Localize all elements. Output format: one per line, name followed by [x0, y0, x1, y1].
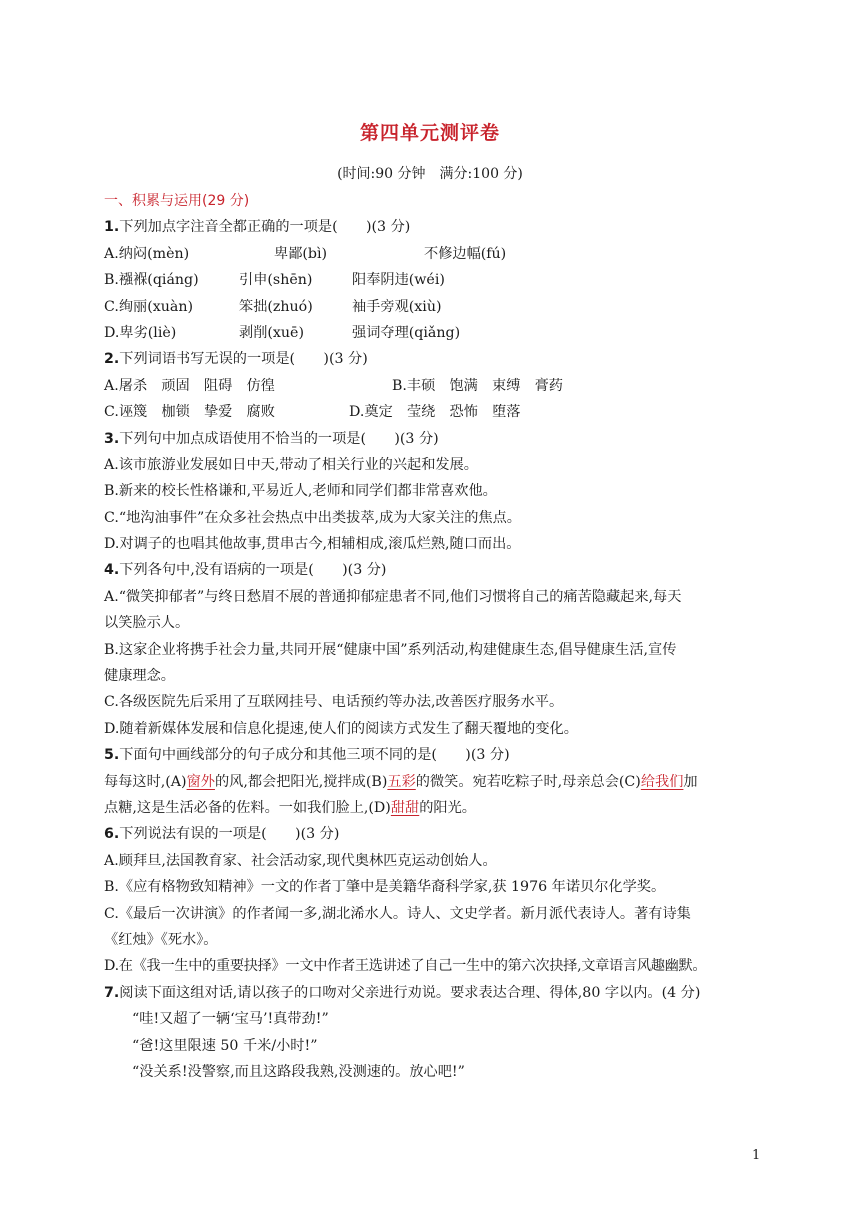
question-text: 阅读下面这组对话,请以孩子的口吻对父亲进行劝说。要求表达合理、得体,80 字以内。(4 分) [119, 984, 701, 1001]
option-item: 袖手旁观(xiù) [352, 298, 442, 315]
option-item: B.丰硕 饱满 束缚 膏药 [392, 377, 563, 394]
question-3-option-d: D.对调子的也唱其他故事,贯串古今,相辅相成,滚瓜烂熟,随口而出。 [104, 536, 521, 553]
option-item: C.诬篾 枷锁 挚爱 腐败 [104, 404, 275, 421]
question-5-passage-line1 [104, 769, 764, 795]
dialogue-line-1: “哇!又超了一辆‘宝马’!真带劲!” [132, 1011, 329, 1028]
page-title: 第四单元测评卷 [359, 122, 500, 144]
question-5-stem [104, 742, 764, 768]
option-item: 剥削(xuē) [239, 324, 304, 341]
question-6-option-d: D.在《我一生中的重要抉择》一文中作者王选讲述了自己一生中的第六次抉择,文章语言风趣幽默。 [104, 958, 707, 975]
question-text: 下列句中加点成语使用不恰当的一项是( )(3 分) [119, 430, 439, 447]
passage-text: 点糖,这是生活必备的佐料。一如我们脸上,(D) [104, 799, 391, 816]
exam-content [104, 188, 764, 1085]
option-item: 不修边幅(fú) [424, 245, 507, 262]
question-number: 5. [104, 747, 120, 764]
question-4-stem [104, 557, 764, 583]
question-1-option-c [104, 294, 764, 320]
question-1-option-d [104, 320, 764, 346]
question-3-option-b: B.新来的校长性格谦和,平易近人,老师和同学们都非常喜欢他。 [104, 483, 497, 500]
passage-text: 的阳光。 [419, 799, 476, 816]
page-number: 1 [752, 1148, 761, 1163]
passage-text: 的风,都会把阳光,搅拌成(B) [214, 773, 388, 790]
option-item: 强词夺理(qiǎng) [352, 324, 461, 341]
underlined-phrase-c: 给我们 [640, 773, 684, 790]
question-number: 6. [104, 826, 120, 843]
question-2-stem [104, 346, 764, 372]
option-item: D.奠定 莹绕 恐怖 堕落 [349, 404, 521, 421]
question-6-option-a: A.顾拜旦,法国教育家、社会活动家,现代奥林匹克运动创始人。 [104, 852, 497, 869]
underlined-phrase-d: 甜甜 [390, 799, 420, 816]
question-2-options-ab [104, 373, 764, 399]
dialogue-line-2: “爸!这里限速 50 千米/小时!” [132, 1037, 318, 1054]
question-4-option-b-line1: B.这家企业将携手社会力量,共同开展“健康中国”系列活动,构建健康生态,倡导健康生活,宣传 [104, 641, 677, 658]
question-6-stem [104, 821, 764, 847]
section-heading: 一、积累与运用(29 分) [104, 193, 250, 209]
question-number: 3. [104, 430, 120, 447]
question-4-option-a-line2: 以笑脸示人。 [104, 615, 190, 632]
option-item: D.卑劣(liè) [104, 324, 177, 341]
passage-text: 的微笑。宛若吃粽子时,母亲总会(C) [415, 773, 641, 790]
underlined-phrase-a: 窗外 [186, 773, 215, 790]
question-6-option-c-line2: 《红烛》《死水》。 [104, 931, 218, 948]
option-item: 笨拙(zhuó) [239, 298, 313, 315]
question-number: 4. [104, 562, 120, 579]
option-item: C.绚丽(xuàn) [104, 298, 194, 315]
exam-duration-score: (时间:90 分钟 满分:100 分) [337, 166, 523, 182]
question-number: 7. [104, 984, 120, 1001]
question-1-stem [104, 214, 764, 240]
question-1-option-a [104, 241, 764, 267]
underlined-phrase-b: 五彩 [387, 773, 416, 790]
passage-text: 加 [683, 773, 698, 790]
question-6-option-c-line1: C.《最后一次讲演》的作者闻一多,湖北浠水人。诗人、文史学者。新月派代表诗人。著有诗集 [104, 905, 691, 922]
question-text: 下列词语书写无误的一项是( )(3 分) [119, 351, 368, 368]
option-item: 引申(shēn) [239, 272, 313, 289]
question-4-option-c: C.各级医院先后采用了互联网挂号、电话预约等办法,改善医疗服务水平。 [104, 694, 564, 711]
dialogue-line-3: “没关系!没警察,而且这路段我熟,没测速的。放心吧!” [132, 1063, 465, 1080]
question-text: 下列加点字注音全都正确的一项是( )(3 分) [119, 219, 411, 236]
question-5-passage-line2 [104, 795, 764, 821]
question-3-stem [104, 426, 764, 452]
passage-text: 每每这时,(A) [104, 773, 187, 790]
question-text: 下列说法有误的一项是( )(3 分) [119, 826, 340, 843]
option-item: A.纳闷(mèn) [104, 245, 190, 262]
option-item: 阳奉阴违(wéi) [352, 272, 445, 289]
question-6-option-b: B.《应有格物致知精神》一文的作者丁肇中是美籍华裔科学家,获 1976 年诺贝尔化学奖。 [104, 879, 666, 896]
question-text: 下面句中画线部分的句子成分和其他三项不同的是( )(3 分) [119, 747, 510, 764]
question-3-option-a: A.该市旅游业发展如日中天,带动了相关行业的兴起和发展。 [104, 456, 478, 473]
question-4-option-d: D.随着新媒体发展和信息化提速,使人们的阅读方式发生了翻天覆地的变化。 [104, 720, 578, 737]
question-7-stem [104, 980, 764, 1006]
question-4-option-a-line1: A.“微笑抑郁者”与终日愁眉不展的普通抑郁症患者不同,他们习惯将自己的痛苦隐藏起来,每天 [104, 588, 682, 605]
question-3-option-c: C.“地沟油事件”在众多社会热点中出类拔萃,成为大家关注的焦点。 [104, 509, 521, 526]
question-text: 下列各句中,没有语病的一项是( )(3 分) [119, 562, 387, 579]
question-number: 2. [104, 351, 120, 368]
question-number: 1. [104, 219, 120, 236]
question-2-options-cd [104, 399, 764, 425]
question-4-option-b-line2: 健康理念。 [104, 668, 175, 685]
question-1-option-b [104, 267, 764, 293]
option-item: A.屠杀 顽固 阻碍 仿徨 [104, 377, 275, 394]
option-item: B.襁褓(qiáng) [104, 272, 199, 289]
option-item: 卑鄙(bì) [274, 245, 328, 262]
